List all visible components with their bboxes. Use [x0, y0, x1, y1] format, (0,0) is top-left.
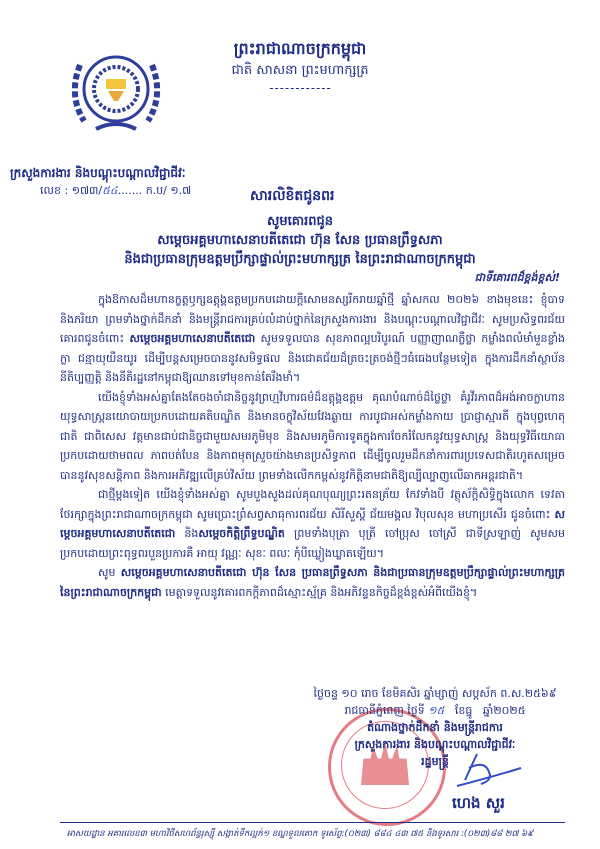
place-date-prefix: រាជធានីភ្នំពេញ ថ្ងៃទី [344, 704, 425, 717]
day: ១៥ [428, 704, 445, 717]
signature [455, 750, 525, 790]
bold-name: សម្តេចអគ្គមហាសេនាបតីតេជោ ហ៊ុន សែន ប្រធានព្រឹទ្ធសភា និងជាប្រធានក្រុមឧត្តមប្រឹក្សាផ្ទាល់ព្រះមហាក្សត្រ នៃព្រះរាជាណាចក្រកម្ពុជា [60, 566, 565, 599]
addressee-line-2: និងជាប្រធានក្រុមឧត្តមប្រឹក្សាផ្ទាល់ព្រះមហាក្សត្រ នៃព្រះរាជាណាចក្រកម្ពុជា [124, 252, 476, 267]
paragraph-1 [60, 290, 565, 388]
text: មេត្តាទទួលនូវគោរពកក្តីភាពដ៏ស្មោះស្ម័គ្រ និងអភិវន្ទនកិច្ចដ៏ខ្ពង់ខ្ពស់អំពីយើងខ្ញុំ។ [161, 585, 478, 599]
addressee-line-1: សម្តេចអគ្គមហាសេនាបតីតេជោ ហ៊ុន សែន ប្រធានព្រឹទ្ធសភា [157, 233, 443, 248]
bold-name: សម្តេចអគ្គមហាសេនាបតីតេជោ [129, 332, 256, 345]
signatory-name: ហេង សួរ [452, 794, 505, 812]
year: ឆ្នាំ២០២៥ [482, 704, 526, 717]
salutation: សូមគោរពជូន [266, 214, 333, 229]
paragraph-3 [60, 485, 565, 563]
ref-number: ១៧៣ [71, 184, 99, 197]
national-motto: ជាតិ សាសនា ព្រះមហាក្សត្រ [231, 63, 369, 78]
letter-body [60, 290, 565, 602]
paragraph-4 [60, 563, 565, 602]
text: សូមទទួលបាន សុខភាពល្អបរិបូរណ៍ បញ្ញាញាណភ្លឺថ្លា កម្លាំងពលំមាំមួនខ្លាំងក្លា ជន្មាយុយឺនយូរ ដើម្បីបន្តសម្រេចបាននូវសមិទ្ធផល និងជោគជ័យដ៏ត្រចះត្រចង់ថ្មីៗធំធេងបន្ថែមទៀត ក្នុងការដឹកនាំស្ថាប័ននីតិប្បញ្ញត្តិ និងនីតិរដ្ឋនៅកម្ពុជាឱ្យឈានទៅមុខកាន់តែរឹងមាំ។ [60, 332, 565, 384]
kingdom-heading: ព្រះរាជាណាចក្រកម្ពុជា [233, 39, 367, 58]
ornament-divider [270, 88, 330, 90]
text: សូម [98, 566, 121, 579]
signing-ministry: ក្រសួងការងារ និងបណ្តុះបណ្តាលវិជ្ជាជីវៈ [354, 738, 516, 751]
lunar-date: ថ្ងៃចន្ទ ១០ រោច ខែមិគសិរ ឆ្នាំម្សាញ់ សប្តស័ក ព.ស.២៥៦៩ [313, 687, 557, 700]
month: ខែធ្នូ [454, 704, 473, 717]
closing-block [300, 685, 570, 770]
bold-name: សម្តេចអគ្គមហាសេនាបតីតេជោ [60, 507, 565, 540]
on-behalf: តំណាងថ្នាក់ដឹកនាំ និងមន្ត្រីរាជការ [367, 721, 503, 734]
revered-phrase: ជាទីគោរពដ៏ខ្ពង់ខ្ពស់! [474, 271, 560, 284]
text: ក្នុងឱកាសដ៏មហានក្ខត្តឫក្សឧត្តុង្គឧត្តមប្រកបដោយក្តីសោមនស្សរីករាយឆ្នាំថ្មី ឆ្នាំសកល ២០២៦ ខាងមុខនេះ ខ្ញុំបាទ និងភរិយា ព្រមទាំងថ្នាក់ដឹកនាំ និងមន្ត្រីរាជការគ្រប់លំដាប់ថ្នាក់នៃក្រសួងការងារ និងបណ្តុះបណ្តាលវិជ្ជាជីវៈ សូមប្រសិទ្ធពរជ័យគោរពជូនចំពោះ [60, 293, 565, 345]
ref-handwritten: ៥៤ [102, 184, 118, 197]
text: ជាថ្មីម្តងទៀត យើងខ្ញុំទាំងអស់គ្នា សូមបួងសួងដល់គុណបុណ្យព្រះរតនត្រ័យ កែវទាំងបី វត្ថុស័ក្តិសិទ្ធិក្នុងលោក ទេវតាថែរក្សាក្នុងព្រះរាជាណាចក្រកម្ពុជា សូមប្រោះព្រំសព្វសាធុការពរជ័យ សិរីសួស្តី ជ័យមង្គល វិបុលសុខ មហាប្រសើរ ជូនចំពោះ [60, 488, 565, 521]
ref-suffix: ក.ប/ ១.៧ [145, 184, 192, 197]
position: រដ្ឋមន្ត្រី [421, 755, 449, 768]
footer-address: អាសយដ្ឋាន អគារលេខ៣ មហាវិថីសហព័ន្ធរុស្ស៊ី សង្កាត់ទឹកល្អក់១ ខណ្ឌទួលគោក ទូរស័ព្ទ:(០២៣) ៨៨៤ ៤៣ ៧៥ និងទូរសារ :(០២៣)៨៨ ២៧ ៦៩ [66, 829, 534, 839]
footer-divider [60, 822, 565, 823]
ministry-logo [62, 35, 170, 143]
letter-title: សារលិខិតជូនពរ [250, 188, 335, 204]
paragraph-2: យើងខ្ញុំទាំងអស់គ្នាតែងតែចងចាំជានិច្ចនូវព្រហ្មវិហារធម៌ដ៏ឧត្តុង្គឧត្តម គុណបំណាច់ដ៏ថ្លៃថ្លា គំរូវីរភាពដ៏អង់អាចក្លាហាន យុទ្ធសាស្ត្រនយោបាយប្រកបដោយគតិបណ្ឌិត និងមានចក្ខុវិស័យវែងឆ្ងាយ ការបូជាអស់កម្លាំងកាយ ប្រាជ្ញាស្មារតី ក្នុងបុព្វហេតុជាតិ ជាពិសេស វត្តមានជាប់ជានិច្ចជាមួយសមរភូមិមុខ និងសមរភូមិការទូតក្នុងការចែករំលែកនូវយុទ្ធសាស្ត្រ និងយុទ្ធវិធីយោធាប្រកបដោយថាមពល ភាពបត់បែន និងភាពមុតស្រួចយ៉ាងមានប្រសិទ្ធភាព ដើម្បីចូលរួមដឹកនាំការពារប្រទេសជាតិរហូតសម្រេចបាននូវសុខសន្តិភាព និងការអភិវឌ្ឍលើគ្រប់វិស័យ ព្រមទាំងលើកកម្ពស់នូវកិត្តិនាមជាតិឱ្យល្បីល្បាញលើឆាកអន្តរជាតិ។ [60, 390, 565, 482]
ministry-name: ក្រសួងការងារ និងបណ្តុះបណ្តាលវិជ្ជាជីវៈ [10, 166, 186, 180]
ref-label: លេខ : [40, 184, 69, 197]
text: ព្រមទាំងបុត្រា បុត្រី ចៅប្រុស ចៅស្រី ជាទីស្រឡាញ់ សូមសមប្រកបដោយព្រះពុទ្ធពរបួនប្រការគឺ អាយុ វណ្ណៈ សុខៈ ពលៈ កុំបីឃ្លៀងឃ្លាតឡើយ។ [60, 527, 565, 560]
text: និង [175, 527, 199, 540]
reference-number: លេខ : ១៧៣/៥៤....... ក.ប/ ១.៧ [40, 184, 192, 197]
bold-name: សម្តេចកិត្តិព្រឹទ្ធបណ្ឌិត [198, 527, 285, 540]
place-date [300, 702, 570, 719]
